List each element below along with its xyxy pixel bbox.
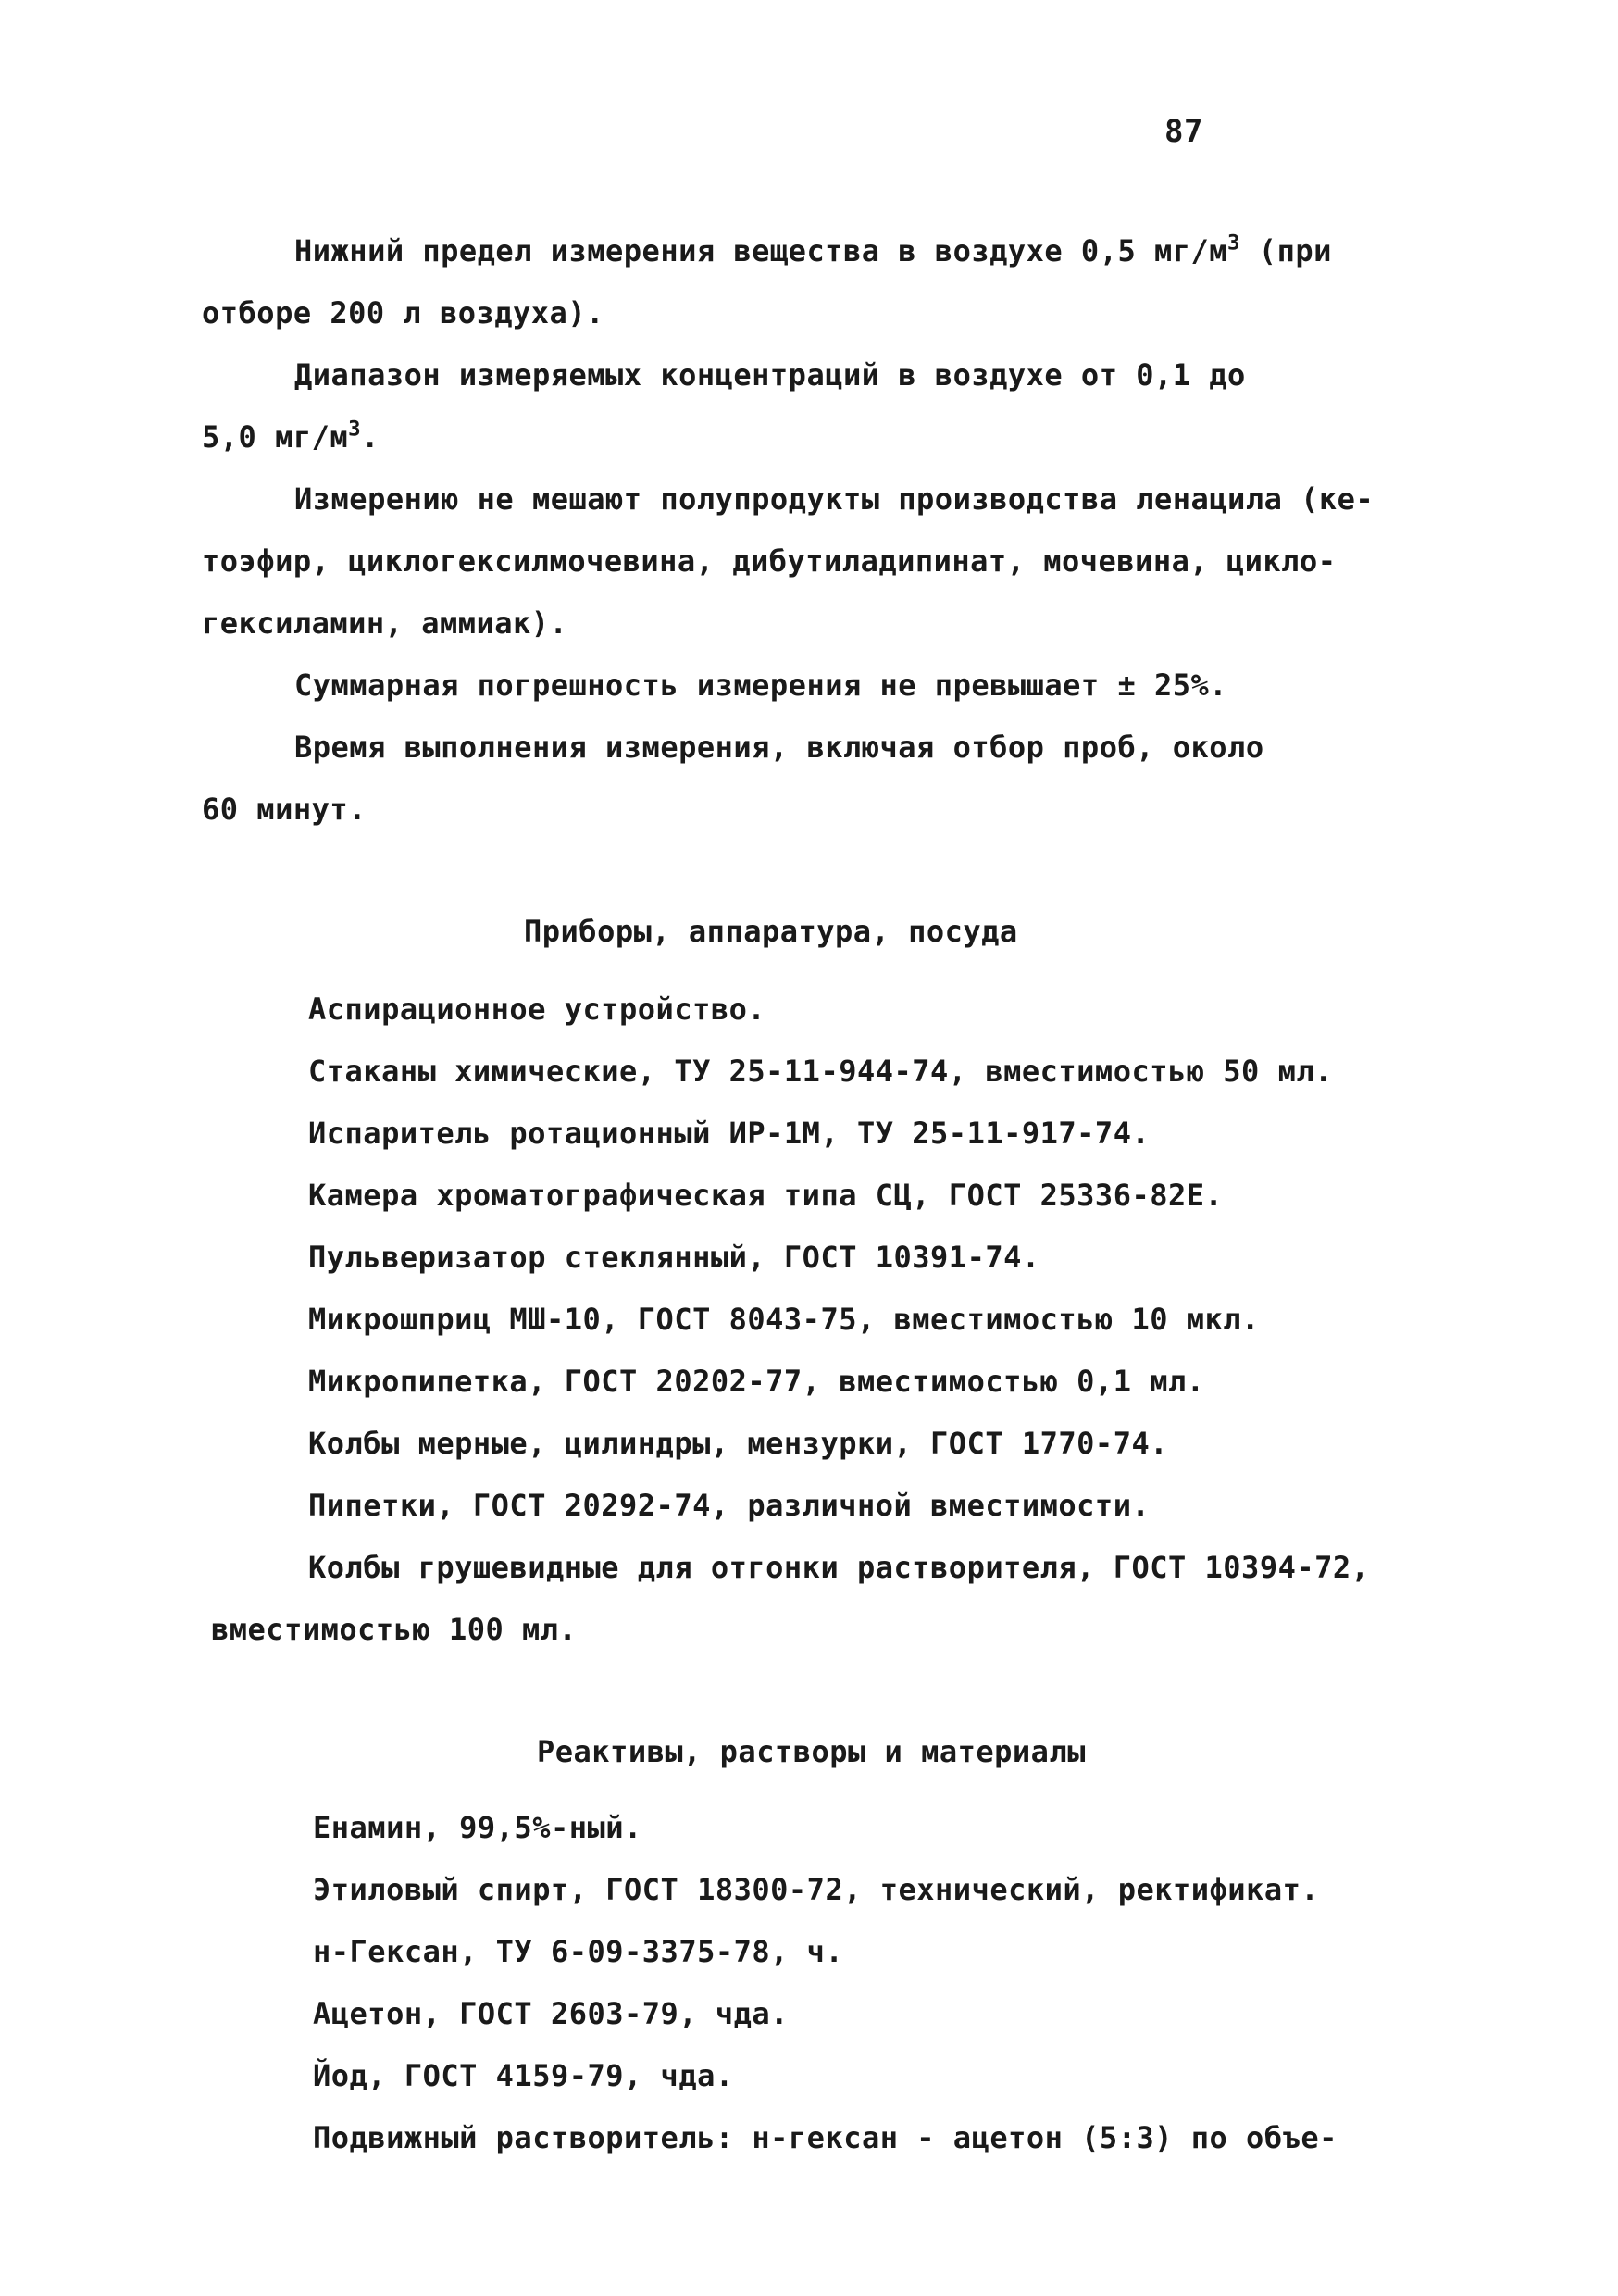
list-item: Камера хроматографическая типа СЦ, ГОСТ 25336-82Е. bbox=[308, 1178, 1224, 1213]
equipment-heading: Приборы, аппаратура, посуда bbox=[524, 914, 1018, 949]
paragraph-line: отборе 200 л воздуха). bbox=[202, 295, 604, 331]
list-item: Пульверизатор стеклянный, ГОСТ 10391-74. bbox=[308, 1240, 1040, 1275]
paragraph-line bbox=[202, 417, 380, 455]
paragraph-error: Суммарная погрешность измерения не превышает ± 25%. bbox=[294, 668, 1228, 703]
paragraph-range: Диапазон измеряемых концентраций в воздухе от 0,1 до bbox=[294, 357, 1246, 393]
list-item: Микрошприц МШ-10, ГОСТ 8043-75, вместимостью 10 мкл. bbox=[308, 1302, 1260, 1337]
paragraph-line: тоэфир, циклогексилмочевина, дибутиладипинат, мочевина, цикло- bbox=[202, 543, 1337, 579]
list-item: Йод, ГОСТ 4159-79, чда. bbox=[313, 2058, 734, 2093]
paragraph-line: гексиламин, аммиак). bbox=[202, 605, 568, 641]
list-item: Пипетки, ГОСТ 20292-74, различной вместимости. bbox=[308, 1488, 1151, 1523]
paragraph-lower-limit bbox=[294, 231, 1332, 268]
reagents-heading: Реактивы, растворы и материалы bbox=[537, 1734, 1086, 1769]
list-item: Аспирационное устройство. bbox=[308, 992, 766, 1027]
list-item: Испаритель ротационный ИР-1М, ТУ 25-11-917-74. bbox=[308, 1116, 1151, 1151]
paragraph-line: 60 минут. bbox=[202, 792, 367, 827]
list-item: Колбы грушевидные для отгонки растворителя, ГОСТ 10394-72, bbox=[308, 1550, 1370, 1585]
text-span: Нижний предел измерения вещества в воздухе 0,5 мг/м bbox=[294, 233, 1228, 268]
list-item: Микропипетка, ГОСТ 20202-77, вместимостью 0,1 мл. bbox=[308, 1364, 1205, 1399]
list-item: Енамин, 99,5%-ный. bbox=[313, 1810, 642, 1845]
text-span: . bbox=[361, 419, 380, 455]
page-number: 87 bbox=[1164, 113, 1203, 150]
list-item: Колбы мерные, цилиндры, мензурки, ГОСТ 1770-74. bbox=[308, 1426, 1168, 1461]
paragraph-time: Время выполнения измерения, включая отбор проб, около bbox=[294, 730, 1264, 765]
list-item: н-Гексан, ТУ 6-09-3375-78, ч. bbox=[313, 1934, 844, 1969]
superscript: 3 bbox=[1227, 231, 1241, 256]
text-span: 5,0 мг/м bbox=[202, 419, 349, 455]
text-span: (при bbox=[1240, 233, 1332, 268]
list-item: Стаканы химические, ТУ 25-11-944-74, вместимостью 50 мл. bbox=[308, 1054, 1333, 1089]
list-item: Подвижный растворитель: н-гексан - ацетон (5:3) по объе- bbox=[313, 2120, 1338, 2155]
list-item-continuation: вместимостью 100 мл. bbox=[211, 1612, 578, 1647]
list-item: Этиловый спирт, ГОСТ 18300-72, технический, ректификат. bbox=[313, 1872, 1320, 1907]
list-item: Ацетон, ГОСТ 2603-79, чда. bbox=[313, 1996, 789, 2031]
paragraph-interference: Измерению не мешают полупродукты производства ленацила (ке- bbox=[294, 481, 1375, 517]
superscript: 3 bbox=[348, 417, 362, 442]
